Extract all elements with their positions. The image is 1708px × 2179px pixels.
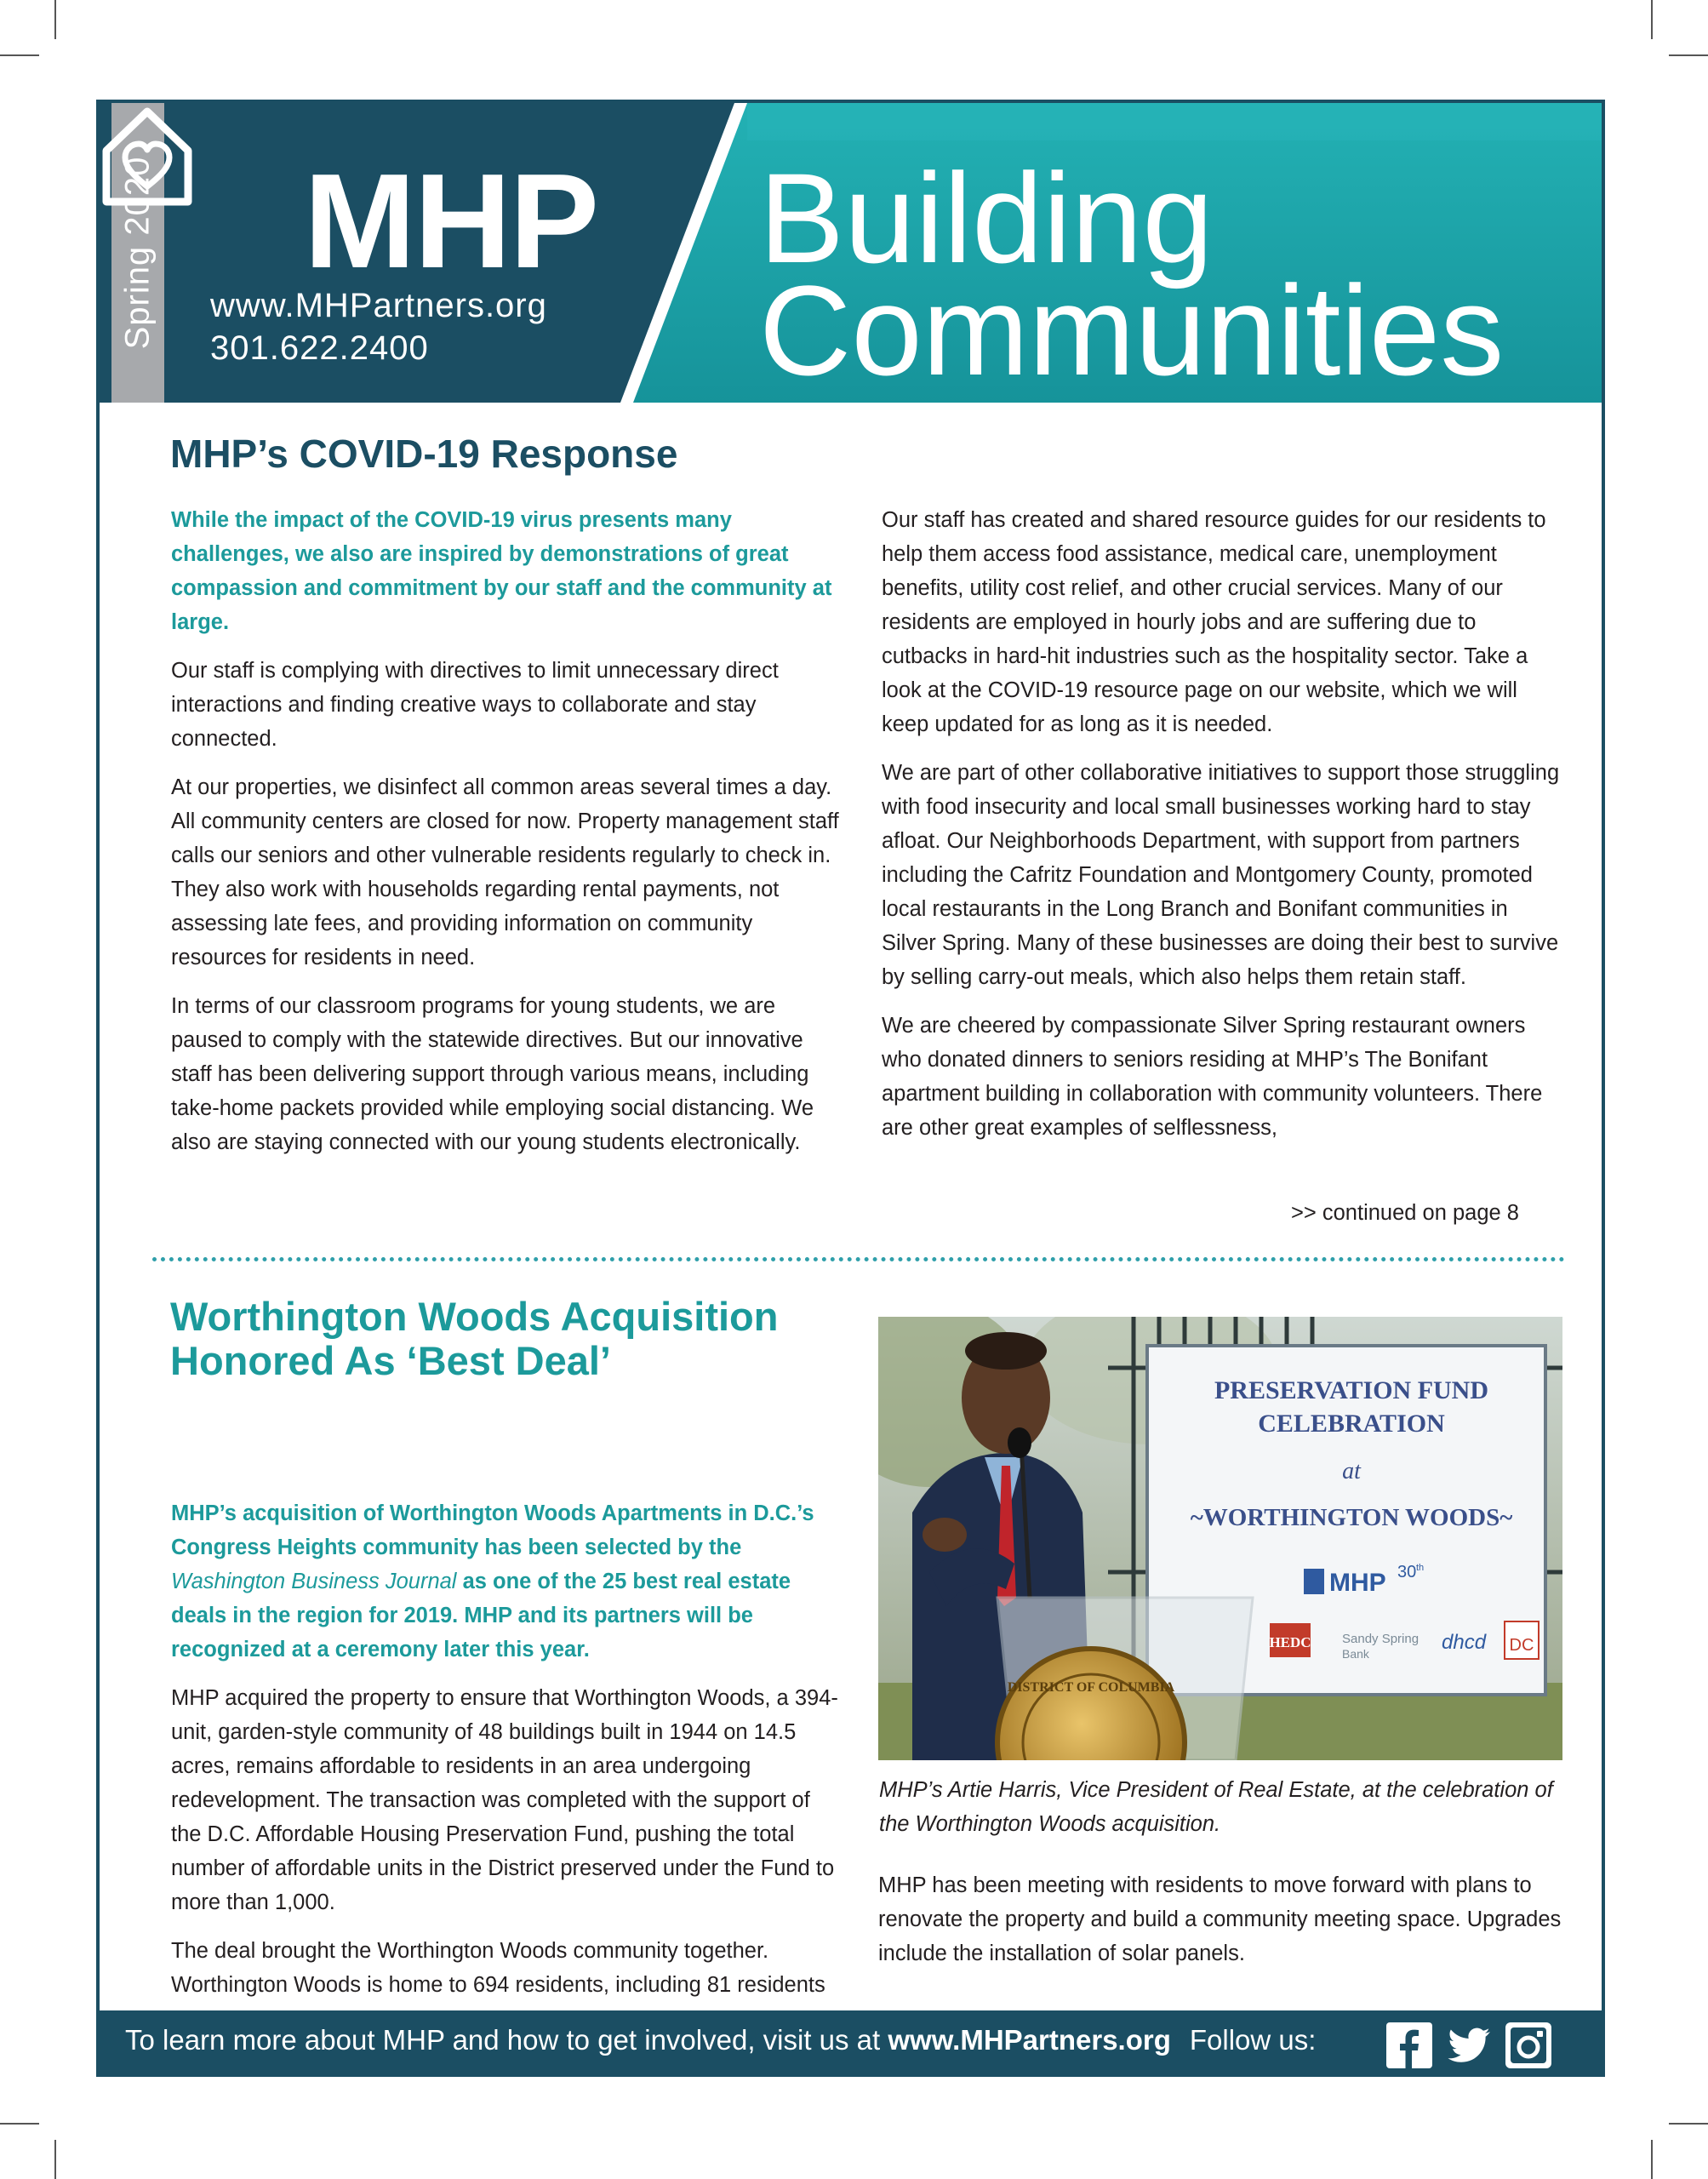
newsletter-title-line1: Building bbox=[759, 146, 1214, 289]
crop-mark bbox=[0, 54, 39, 56]
crop-mark bbox=[1669, 54, 1708, 56]
sign-mhp-logo: MHP bbox=[1329, 1569, 1386, 1597]
article1-paragraph: At our properties, we disinfect all common areas several times a day. All community centers are closed for now. Property management staff calls our seniors and other vulnerable residents regularly to check in. They also work with households regarding rental payments, not assessing late fees, and providing information on community resources for residents in need. bbox=[171, 775, 839, 969]
article1-paragraph: Our staff is complying with directives to limit unnecessary direct interactions and finding creative ways to collaborate and stay connected. bbox=[171, 659, 779, 751]
footer-follow-label: Follow us: bbox=[1189, 2024, 1317, 2056]
masthead-phone: 301.622.2400 bbox=[210, 329, 429, 367]
sign-anniversary-suffix: th bbox=[1416, 1563, 1425, 1573]
sponsor-dc-text: DC bbox=[1509, 1636, 1534, 1655]
crop-mark bbox=[1669, 2123, 1708, 2125]
article1-paragraph: Our staff has created and shared resource guides for our residents to help them access food assistance, medical care, unemployment benefits, utility cost relief, and other crucial services. Many of our residents are employed in hourly jobs and are suffering due to cutbacks in hard-hit industries such as the hospitality sector. Take a look at the COVID-19 resource page on our website, which we will keep updated for as long as it is needed. bbox=[882, 508, 1546, 736]
section-divider bbox=[152, 1257, 1565, 1261]
article1-left-column bbox=[171, 503, 848, 1174]
crop-mark bbox=[54, 0, 56, 39]
continued-note: >> continued on page 8 bbox=[1291, 1201, 1519, 1225]
article2-lead-text: as one of the 25 best real estate deals in the region for 2019. MHP and its partners will be recognized at a ceremony later this year. bbox=[171, 1570, 791, 1661]
sponsor-sandy-spring-bank: Bank bbox=[1342, 1647, 1369, 1661]
mhp-house-mark bbox=[1304, 1569, 1324, 1594]
article1-right-column bbox=[882, 503, 1562, 1159]
article2-paragraph: MHP acquired the property to ensure that Worthington Woods, a 394-unit, garden-style community of 48 buildings built in 1944 on 14.5 acres, remains affordable to residents in an area undergoing redevelopment. The transaction was completed with the support of the D.C. Affordable Housing Preservation Fund, pushing the total number of affordable units in the District preserved under the Fund to more than 1,000. bbox=[171, 1686, 838, 1914]
sign-line3: at bbox=[1342, 1458, 1361, 1484]
article2-headline-line1: Worthington Woods Acquisition bbox=[170, 1294, 779, 1339]
article2-right-column bbox=[878, 1868, 1576, 1985]
sign-line4: ~WORTHINGTON WOODS~ bbox=[1190, 1504, 1513, 1531]
sign-line2: CELEBRATION bbox=[1258, 1410, 1445, 1438]
photo-caption: MHP’s Artie Harris, Vice President of Real Estate, at the celebration of the Worthington Woods acquisition. bbox=[879, 1778, 1553, 1836]
newsletter-page bbox=[96, 100, 1605, 2077]
article2-lead-text: MHP’s acquisition of Worthington Woods Apartments in D.C.’s Congress Heights community has been selected by the bbox=[171, 1501, 814, 1559]
article1-paragraph: We are cheered by compassionate Silver Spring restaurant owners who donated dinners to seniors residing at MHP’s The Bonifant apartment building in collaboration with community volunteers. There are other great examples of selflessness, bbox=[882, 1014, 1543, 1140]
newsletter-title-line2: Communities bbox=[759, 259, 1505, 402]
crop-mark bbox=[0, 2123, 39, 2125]
season-label: Spring 2020 bbox=[118, 156, 157, 350]
sponsor-sandy-spring: Sandy Spring bbox=[1342, 1632, 1420, 1646]
seal-text: DISTRICT OF COLUMBIA bbox=[1007, 1680, 1175, 1695]
sponsor-hedc-text: HEDC bbox=[1269, 1634, 1311, 1650]
masthead-website[interactable]: www.MHPartners.org bbox=[210, 287, 547, 324]
article1-headline: MHP’s COVID-19 Response bbox=[170, 432, 678, 476]
event-photo bbox=[878, 1317, 1562, 1760]
house-heart-icon bbox=[100, 103, 195, 207]
masthead bbox=[100, 103, 1602, 403]
article2-headline bbox=[170, 1295, 817, 1383]
logo-wordmark: MHP bbox=[304, 146, 598, 296]
sign-anniversary: 30 bbox=[1397, 1563, 1417, 1581]
article1-lead: While the impact of the COVID-19 virus presents many challenges, we also are inspired by demonstrations of great compassion and commitment by our staff and the community at large. bbox=[171, 508, 832, 634]
crop-mark bbox=[1651, 2140, 1653, 2179]
sign-line1: PRESERVATION FUND bbox=[1214, 1376, 1489, 1404]
footer-prompt: To learn more about MHP and how to get involved, visit us at bbox=[125, 2024, 888, 2056]
article2-paragraph: The deal brought the Worthington Woods community together. Worthington Woods is home to 694 residents, including 81 residents bbox=[171, 1939, 825, 1997]
twitter-icon[interactable] bbox=[1446, 2022, 1492, 2068]
sponsor-dhcd: dhcd bbox=[1442, 1631, 1487, 1654]
article1-paragraph: In terms of our classroom programs for young students, we are paused to comply with the statewide directives. But our innovative staff has been delivering support through various means, including take-home packets provided while employing social distancing. We also are staying connected with our young students electronically. bbox=[171, 994, 814, 1154]
crop-mark bbox=[54, 2140, 56, 2179]
article2-paragraph: MHP has been meeting with residents to move forward with plans to renovate the property and build a community meeting space. Upgrades include the installation of solar panels. bbox=[878, 1873, 1562, 1965]
instagram-icon[interactable] bbox=[1505, 2022, 1551, 2068]
article2-left-text bbox=[171, 1496, 843, 2050]
article2-headline-line2: Honored As ‘Best Deal’ bbox=[170, 1338, 611, 1383]
footer-text bbox=[125, 2024, 1316, 2056]
publication-name: Washington Business Journal bbox=[171, 1570, 457, 1593]
footer-bar bbox=[100, 2010, 1602, 2077]
facebook-icon[interactable] bbox=[1386, 2022, 1432, 2068]
article2-lead bbox=[171, 1496, 843, 1667]
footer-website-link[interactable]: www.MHPartners.org bbox=[888, 2024, 1171, 2056]
crop-mark bbox=[1651, 0, 1653, 39]
article1-paragraph: We are part of other collaborative initiatives to support those struggling with food insecurity and local small businesses working hard to stay afloat. Our Neighborhoods Department, with support from partners including the Cafritz Foundation and Montgomery County, promoted local restaurants in the Long Branch and Bonifant communities in Silver Spring. Many of these businesses are doing their best to survive by selling carry-out meals, which also helps them retain staff. bbox=[882, 761, 1560, 989]
